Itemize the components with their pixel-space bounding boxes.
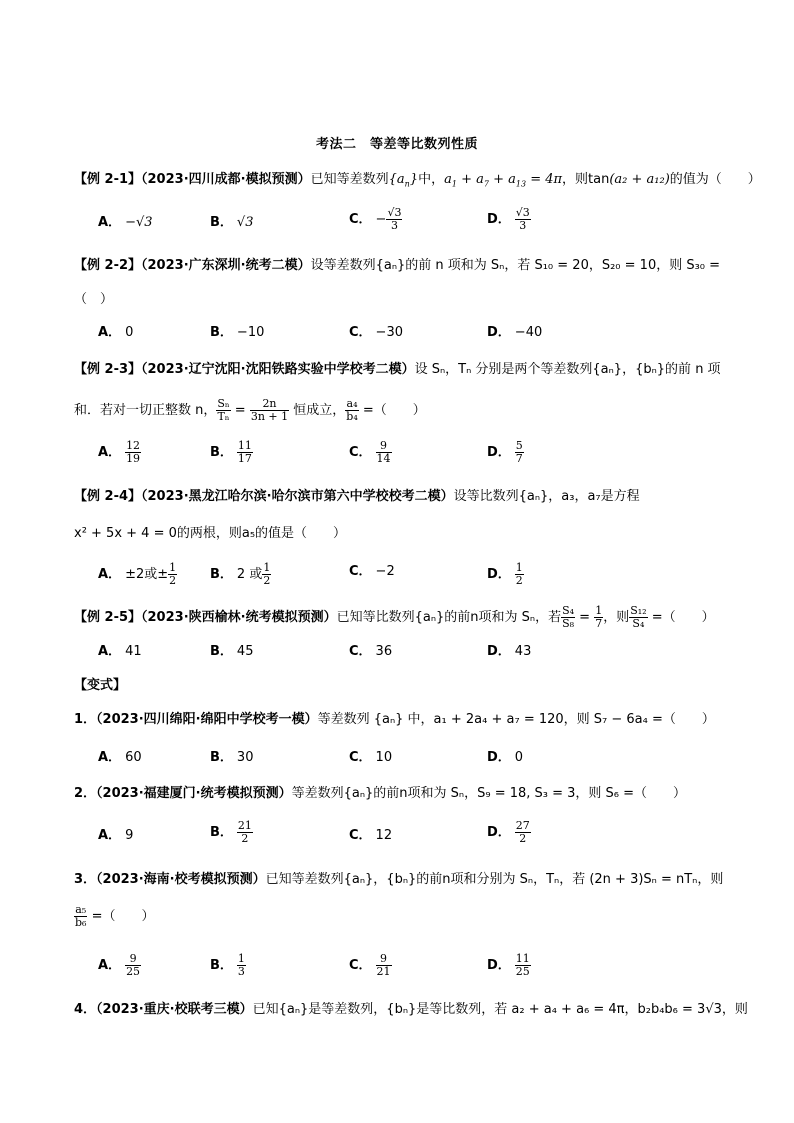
question-text: 已知{aₙ}是等差数列，{bₙ}是等比数列，若 a₂ + a₄ + a₆ = 4π，b₂b₄b₆ = 3√3，则 bbox=[252, 1002, 748, 1017]
question-text: 已知等比数列{aₙ}的前n项和为 Sₙ，若 bbox=[336, 610, 562, 625]
option-fraction: $\frac{1}{2}$ bbox=[169, 561, 177, 587]
option-label: B． bbox=[210, 750, 233, 765]
example-source: （2023·黑龙江哈尔滨·哈尔滨市第六中学校校考二模） bbox=[141, 489, 454, 504]
question-number: 3． bbox=[74, 872, 97, 887]
example-2-2-question bbox=[74, 256, 720, 276]
option-fraction: $\frac{9}{25}$ bbox=[126, 952, 141, 978]
question-text: 等差数列 {aₙ} 中，a₁ + 2a₄ + a₇ = 120，则 S₇ − 6a₄ =（ ） bbox=[317, 712, 715, 727]
option-label: D． bbox=[487, 567, 511, 582]
option-value: 60 bbox=[125, 750, 142, 765]
option-value: 45 bbox=[236, 644, 254, 659]
example-source: （2023·陕西榆林·统考模拟预测） bbox=[141, 610, 337, 625]
option-fraction: $\frac{9}{21}$ bbox=[376, 952, 391, 978]
question-text-3: =（ ） bbox=[647, 610, 715, 625]
option-c[interactable] bbox=[349, 748, 392, 768]
option-label: D． bbox=[487, 958, 511, 973]
option-label: B． bbox=[210, 445, 233, 460]
example-tag: 【例 2-3】 bbox=[74, 362, 142, 377]
option-fraction: $\frac{1}{3}$ bbox=[237, 952, 245, 978]
question-text: 和．若对一切正整数 n， bbox=[74, 403, 217, 418]
option-value: − bbox=[375, 212, 387, 227]
option-b[interactable] bbox=[210, 323, 264, 343]
option-label: C． bbox=[349, 828, 372, 843]
example-tag: 【例 2-4】 bbox=[74, 489, 142, 504]
option-c[interactable] bbox=[349, 642, 392, 662]
option-b[interactable] bbox=[210, 642, 253, 662]
option-value: 10 bbox=[375, 750, 393, 765]
condition-expression: $a_1 + a_7 + a_{13} = 4\pi$ bbox=[444, 172, 563, 189]
question-text: 设等比数列{aₙ}，a₃，a₇是方程 bbox=[453, 489, 640, 504]
fraction-a5-b6: $\frac{\text{a₅}}{\text{b₆}}$ bbox=[75, 903, 87, 929]
option-b[interactable] bbox=[210, 748, 253, 768]
option-d[interactable] bbox=[487, 642, 531, 662]
example-2-2-paren: （ ） bbox=[74, 292, 114, 307]
option-label: C． bbox=[349, 445, 372, 460]
question-text-4: 的值为（ ） bbox=[669, 172, 761, 187]
example-2-3-line2 bbox=[74, 398, 426, 423]
option-fraction: $\frac{11}{25}$ bbox=[515, 952, 530, 978]
option-label: B． bbox=[210, 825, 233, 840]
option-value: 0 bbox=[514, 750, 524, 765]
option-label: C． bbox=[349, 564, 372, 579]
option-label: C． bbox=[349, 644, 372, 659]
option-a[interactable] bbox=[98, 562, 177, 587]
option-a[interactable] bbox=[98, 748, 142, 768]
option-c[interactable] bbox=[349, 207, 402, 232]
option-b[interactable] bbox=[210, 562, 271, 587]
option-a[interactable] bbox=[98, 213, 153, 233]
option-label: A． bbox=[98, 828, 122, 843]
option-label: A． bbox=[98, 325, 122, 340]
question-source: （2023·重庆·校联考三模） bbox=[96, 1002, 253, 1017]
option-label: B． bbox=[210, 325, 233, 340]
option-label: C． bbox=[349, 325, 372, 340]
variant-4-question bbox=[74, 1000, 748, 1020]
option-label: B． bbox=[210, 644, 233, 659]
option-value: 12 bbox=[375, 828, 393, 843]
option-b[interactable] bbox=[210, 440, 253, 465]
option-label: A． bbox=[98, 567, 122, 582]
option-value: −30 bbox=[375, 325, 403, 340]
option-value: 36 bbox=[375, 644, 393, 659]
option-c[interactable] bbox=[349, 440, 392, 465]
option-a[interactable] bbox=[98, 323, 133, 343]
option-label: A． bbox=[98, 445, 122, 460]
question-text: 已知等差数列{aₙ}，{bₙ}的前n项和分别为 Sₙ，Tₙ，若 (2n + 3)Sₙ = nTₙ，则 bbox=[265, 872, 724, 887]
option-value: 43 bbox=[514, 644, 532, 659]
question-text: 设等差数列{aₙ}的前 n 项和为 Sₙ，若 S₁₀ = 20，S₂₀ = 10，则 S₃₀ = bbox=[310, 258, 721, 273]
option-label: D． bbox=[487, 212, 511, 227]
option-d[interactable] bbox=[487, 748, 523, 768]
option-value: 30 bbox=[236, 750, 254, 765]
option-c[interactable] bbox=[349, 826, 392, 846]
option-fraction: $\frac{5}{7}$ bbox=[515, 439, 523, 465]
option-label: D． bbox=[487, 325, 511, 340]
sequence-symbol: $\{a_n\}$ bbox=[388, 172, 419, 189]
example-source: （2023·广东深圳·统考二模） bbox=[141, 258, 311, 273]
option-fraction: $\frac{27}{2}$ bbox=[515, 819, 530, 845]
option-d[interactable] bbox=[487, 820, 531, 845]
option-a[interactable] bbox=[98, 642, 142, 662]
option-c[interactable] bbox=[349, 562, 395, 582]
question-text-2: =（ ） bbox=[87, 909, 155, 924]
question-text-3: =（ ） bbox=[358, 403, 426, 418]
option-a[interactable] bbox=[98, 826, 133, 846]
option-fraction: $\frac{√3}{3}$ bbox=[515, 206, 530, 232]
question-number: 1． bbox=[74, 712, 97, 727]
fraction-1-7: $\frac{1}{7}$ bbox=[595, 604, 603, 630]
option-a[interactable] bbox=[98, 953, 141, 978]
option-value: 0 bbox=[125, 325, 134, 340]
example-2-3-question bbox=[74, 360, 721, 380]
option-label: A． bbox=[98, 215, 122, 230]
option-c[interactable] bbox=[349, 953, 392, 978]
question-text-2: ，则 bbox=[603, 610, 630, 625]
option-fraction: $\frac{9}{14}$ bbox=[376, 439, 391, 465]
option-label: A． bbox=[98, 958, 122, 973]
question-text: 等差数列{aₙ}的前n项和为 Sₙ，S₉ = 18, S₃ = 3，则 S₆ =（ ） bbox=[291, 786, 687, 801]
question-text: 已知等差数列 bbox=[310, 172, 389, 187]
variant-2-question bbox=[74, 784, 686, 804]
example-2-4-line2: x² + 5x + 4 = 0的两根，则a₅的值是（ ） bbox=[74, 526, 347, 541]
variant-3-question bbox=[74, 870, 723, 890]
option-label: C． bbox=[349, 212, 372, 227]
example-source: （2023·四川成都·模拟预测） bbox=[141, 172, 311, 187]
option-label: C． bbox=[349, 750, 372, 765]
option-value: √3 bbox=[236, 215, 254, 230]
option-label: D． bbox=[487, 644, 511, 659]
question-text-2: 恒成立， bbox=[289, 403, 346, 418]
option-value: −10 bbox=[236, 325, 265, 340]
option-c[interactable] bbox=[349, 323, 403, 343]
fraction-2n: $\frac{2n}{3n + 1}$ bbox=[250, 397, 289, 423]
option-value: 41 bbox=[125, 644, 142, 659]
option-fraction: $\frac{11}{17}$ bbox=[237, 439, 252, 465]
option-fraction: $\frac{21}{2}$ bbox=[237, 819, 252, 845]
question-source: （2023·海南·校考模拟预测） bbox=[96, 872, 266, 887]
option-value: ±2或± bbox=[125, 567, 169, 582]
question-source: （2023·福建厦门·统考模拟预测） bbox=[96, 786, 292, 801]
variant-3-line2 bbox=[74, 904, 154, 929]
example-tag: 【例 2-1】 bbox=[74, 172, 142, 187]
variant-1-question bbox=[74, 710, 715, 730]
option-value: −2 bbox=[375, 564, 395, 579]
option-fraction: $\frac{1}{2}$ bbox=[515, 561, 523, 587]
question-number: 4． bbox=[74, 1002, 97, 1017]
option-label: D． bbox=[487, 750, 511, 765]
question-number: 2． bbox=[74, 786, 97, 801]
example-2-5-question bbox=[74, 605, 715, 630]
question-text-2: 中， bbox=[418, 172, 445, 187]
option-d[interactable] bbox=[487, 440, 524, 465]
question-source: （2023·四川绵阳·绵阳中学校考一模） bbox=[96, 712, 318, 727]
option-a[interactable] bbox=[98, 440, 141, 465]
option-label: A． bbox=[98, 750, 122, 765]
option-value: 2 或 bbox=[236, 567, 263, 582]
option-fraction: $\frac{√3}{3}$ bbox=[387, 206, 402, 232]
fraction-s-over-t: $\frac{\text{Sₙ}}{\text{Tₙ}}$ bbox=[217, 397, 230, 423]
tan-argument: (a₂ + a₁₂) bbox=[609, 172, 670, 187]
example-2-1-question bbox=[74, 170, 761, 195]
option-label: A． bbox=[98, 644, 122, 659]
option-fraction: $\frac{12}{19}$ bbox=[126, 439, 141, 465]
option-b[interactable] bbox=[210, 820, 253, 845]
example-source: （2023·辽宁沈阳·沈阳铁路实验中学校考二模） bbox=[141, 362, 415, 377]
question-text-3: ，则tan bbox=[562, 172, 610, 187]
option-d[interactable] bbox=[487, 953, 531, 978]
example-tag: 【例 2-2】 bbox=[74, 258, 142, 273]
option-label: D． bbox=[487, 445, 511, 460]
option-b[interactable] bbox=[210, 213, 253, 233]
question-text: 设 Sₙ，Tₙ 分别是两个等差数列{aₙ}，{bₙ}的前 n 项 bbox=[414, 362, 721, 377]
section-title: 考法二 等差等比数列性质 bbox=[315, 137, 478, 152]
option-label: B． bbox=[210, 567, 233, 582]
option-label: B． bbox=[210, 215, 233, 230]
option-value: −40 bbox=[514, 325, 543, 340]
option-fraction: $\frac{1}{2}$ bbox=[263, 561, 271, 587]
example-2-4-question bbox=[74, 487, 640, 507]
equals-sign: = bbox=[575, 610, 595, 625]
equals-sign: = bbox=[230, 403, 250, 418]
example-tag: 【例 2-5】 bbox=[74, 610, 142, 625]
option-label: C． bbox=[349, 958, 372, 973]
fraction-s4-s8: $\frac{\text{S₄}}{\text{S₈}}$ bbox=[562, 604, 575, 630]
option-d[interactable] bbox=[487, 323, 542, 343]
option-d[interactable] bbox=[487, 207, 531, 232]
option-value: 9 bbox=[125, 828, 134, 843]
option-label: B． bbox=[210, 958, 233, 973]
fraction-s12-s4: $\frac{\text{S₁₂}}{\text{S₄}}$ bbox=[630, 604, 647, 630]
variant-heading: 【变式】 bbox=[74, 678, 127, 693]
option-label: D． bbox=[487, 825, 511, 840]
option-d[interactable] bbox=[487, 562, 524, 587]
option-b[interactable] bbox=[210, 953, 246, 978]
option-value: −√3 bbox=[125, 215, 153, 230]
fraction-a-over-b: $\frac{\text{a₄}}{\text{b₄}}$ bbox=[346, 397, 358, 423]
